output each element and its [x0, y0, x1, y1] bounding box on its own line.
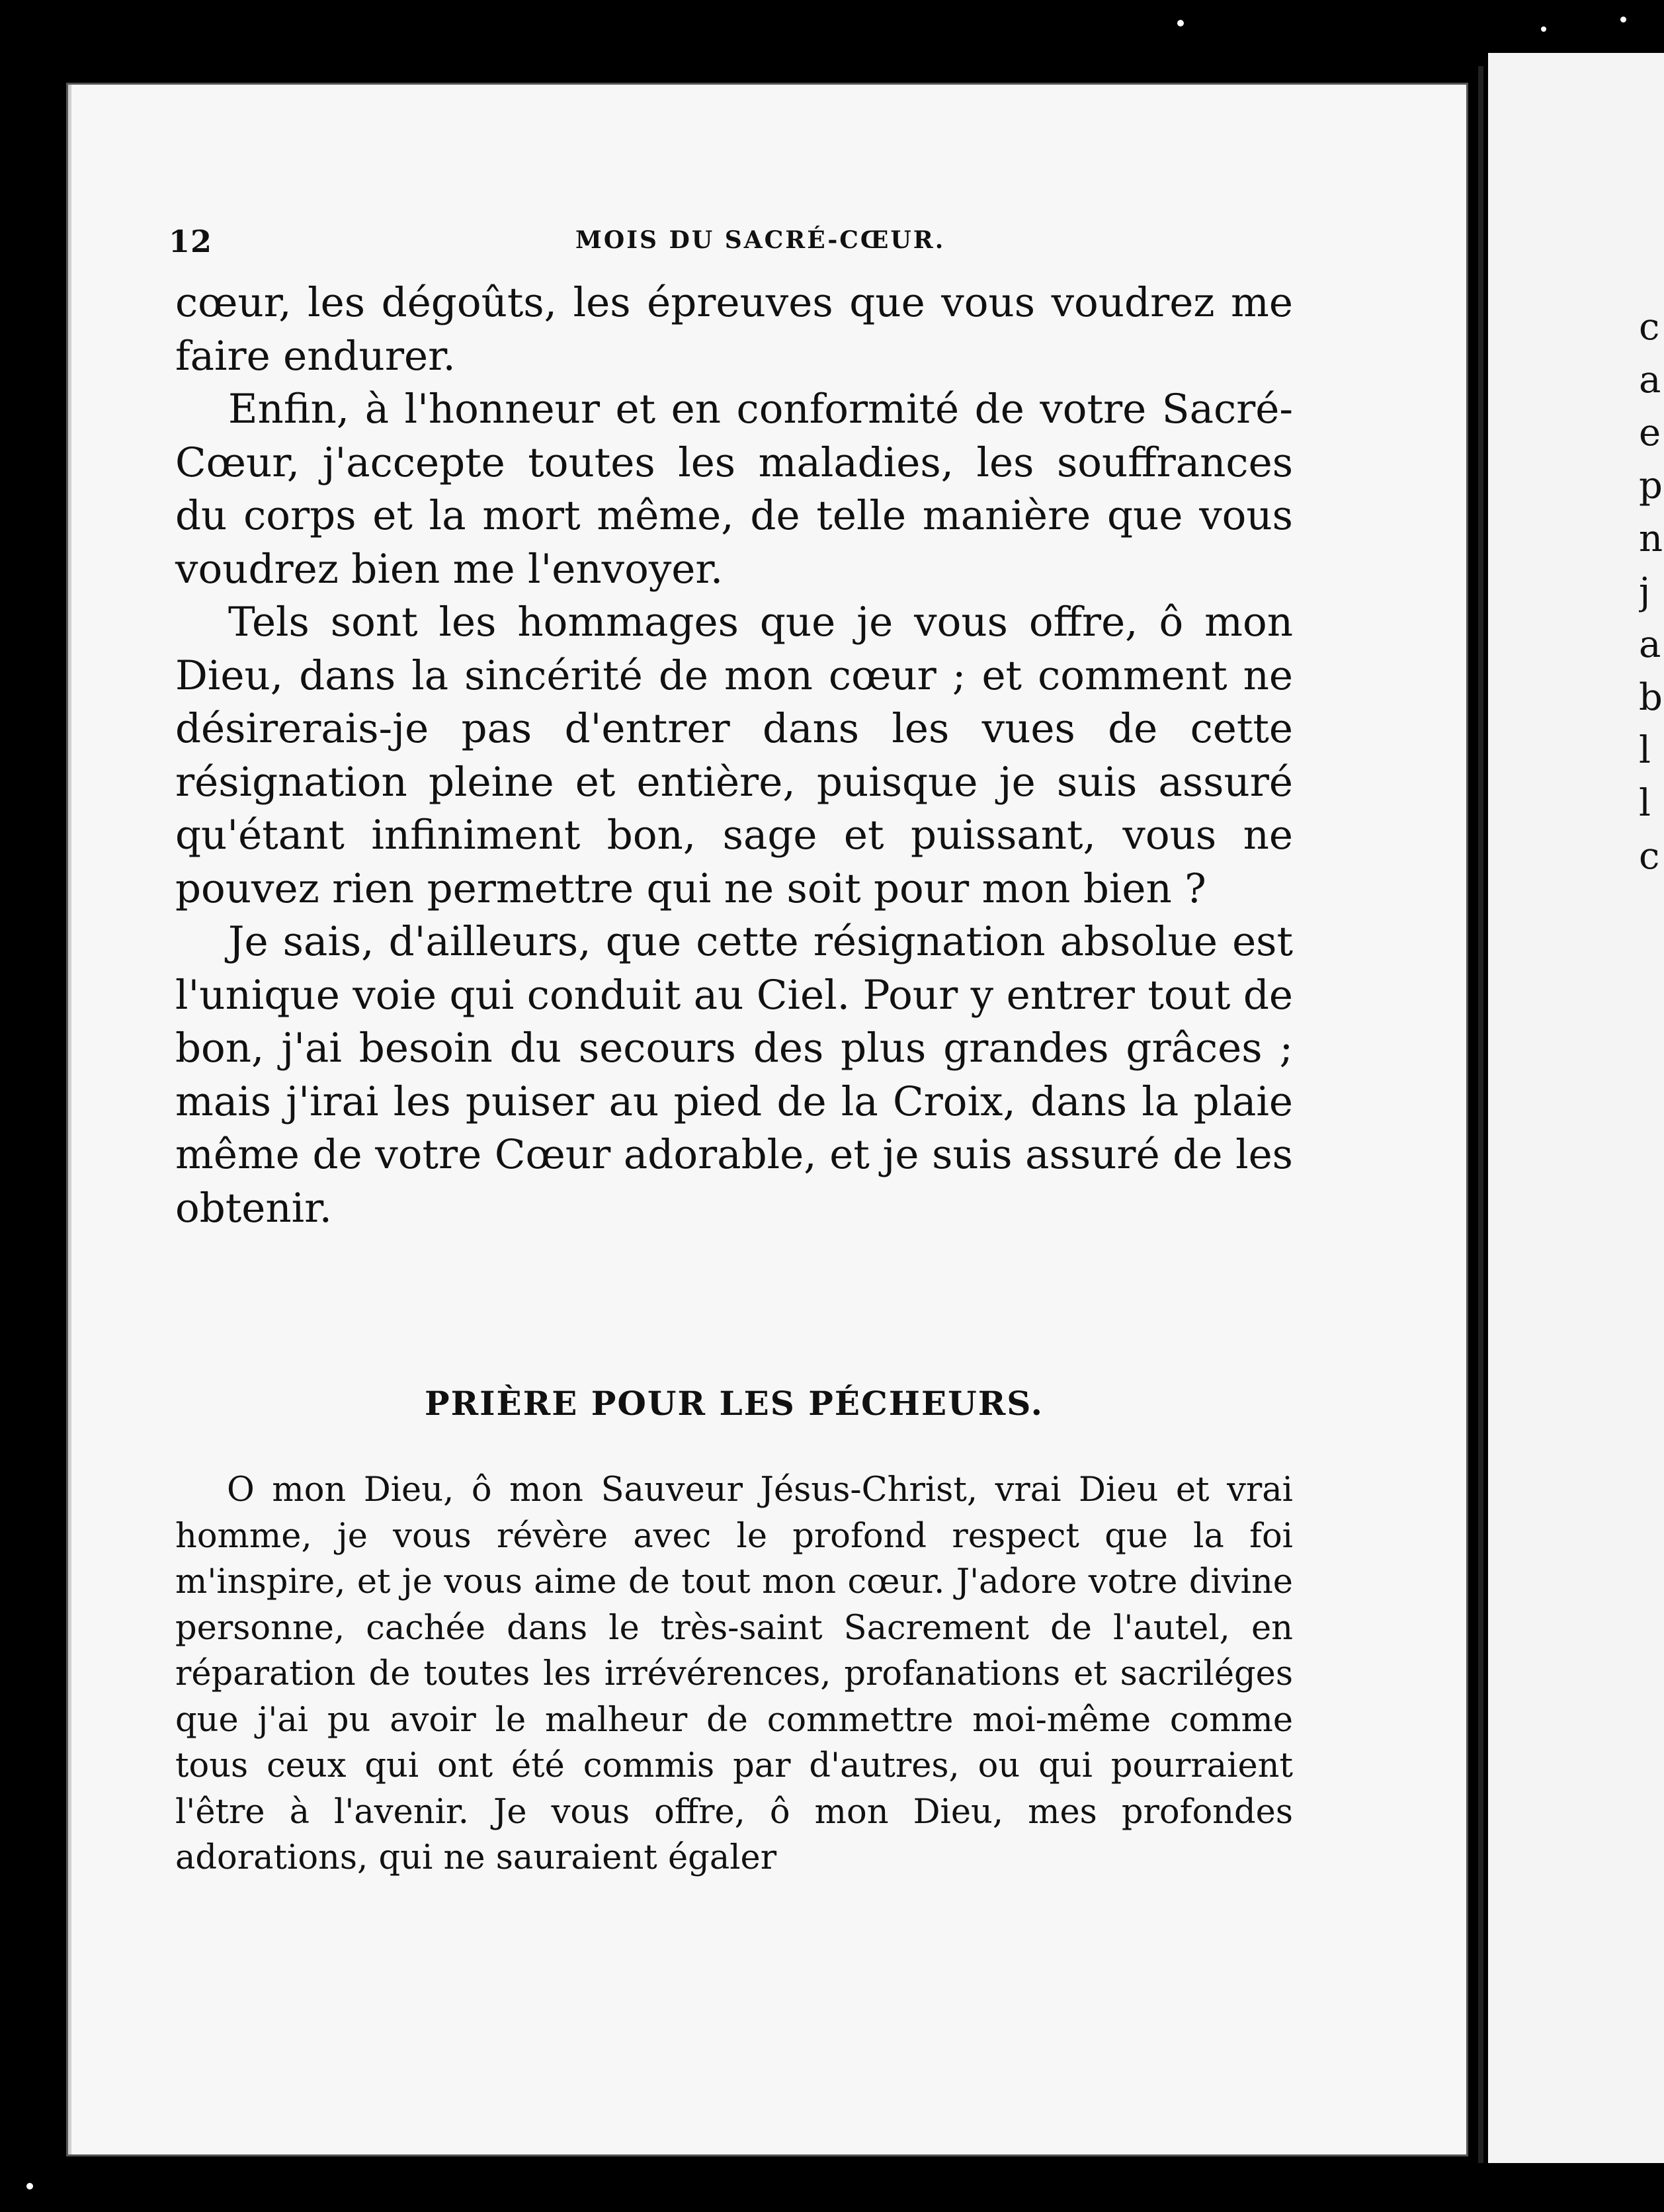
fragment-line: l [1639, 729, 1651, 772]
fragment-line: a [1639, 623, 1661, 666]
fragment-line: c [1639, 835, 1660, 878]
fragment-line: b [1639, 676, 1663, 719]
scan-speck [1177, 20, 1184, 26]
fragment-line: c [1639, 306, 1660, 349]
paragraph-continuation: cœur, les dégoûts, les épreuves que vous voudrez me faire endurer. [175, 279, 1293, 380]
prayer-paragraph: O mon Dieu, ô mon Sauveur Jésus-Christ, vrai Dieu et vrai homme, je vous révère avec le profond respect que la foi m'inspire, et je vous aime de tout mon cœur. J'adore votre divine personne, cachée dans le très-saint Sacrement de l'autel, en réparation de toutes les irrévérences, profanations et sacriléges que j'ai pu avoir le malheur de commettre moi-même comme tous ceux qui ont été commis par d'autres, ou qui pourraient l'être à l'avenir. Je vous offre, ô mon Dieu, mes profondes adorations, qui ne sauraient égaler [175, 1470, 1293, 1877]
scan-speck [26, 2183, 33, 2190]
fragment-line: l [1639, 782, 1651, 825]
facing-page [1488, 53, 1664, 2163]
paragraph-homage: Tels sont les hommages que je vous offre, ô mon Dieu, dans la sincérité de mon cœur ; et comment ne désirerais-je pas d'entrer dans les vues de cette résignation pleine et entière, puisque je suis assuré qu'étant infiniment bon, sage et puissant, vous ne pouvez rien permettre qui ne soit pour mon bien ? [175, 599, 1293, 912]
paragraph-acceptance: Enfin, à l'honneur et en conformité de votre Sacré-Cœur, j'accepte toutes les maladies, les souffrances du corps et la mort même, de telle manière que vous voudrez bien me l'envoyer. [175, 386, 1293, 593]
fragment-line: j [1639, 570, 1651, 613]
fragment-line: e [1639, 411, 1661, 454]
paragraph-resignation: Je sais, d'ailleurs, que cette résignation absolue est l'unique voie qui conduit au Ciel. Pour y entrer tout de bon, j'ai besoin du secours des plus grandes grâces ; mais j'irai les puiser au pied de la Croix, dans la plaie même de votre Cœur adorable, et je suis assuré de les obtenir. [175, 918, 1293, 1232]
main-text-block [175, 276, 1293, 1235]
page-number: 12 [169, 224, 213, 259]
fragment-line: a [1639, 359, 1661, 402]
section-heading: PRIÈRE POUR LES PÉCHEURS. [425, 1384, 1044, 1423]
scan-speck [1620, 17, 1626, 22]
facing-page-text-fragments [1639, 301, 1664, 883]
book-gutter [1478, 66, 1483, 2163]
scan-speck [1541, 26, 1546, 32]
prayer-text-block [175, 1467, 1293, 1881]
fragment-line: p [1639, 464, 1663, 507]
fragment-line: n [1639, 517, 1663, 560]
page-header [169, 224, 1306, 263]
running-title: MOIS DU SACRÉ-CŒUR. [575, 226, 946, 254]
